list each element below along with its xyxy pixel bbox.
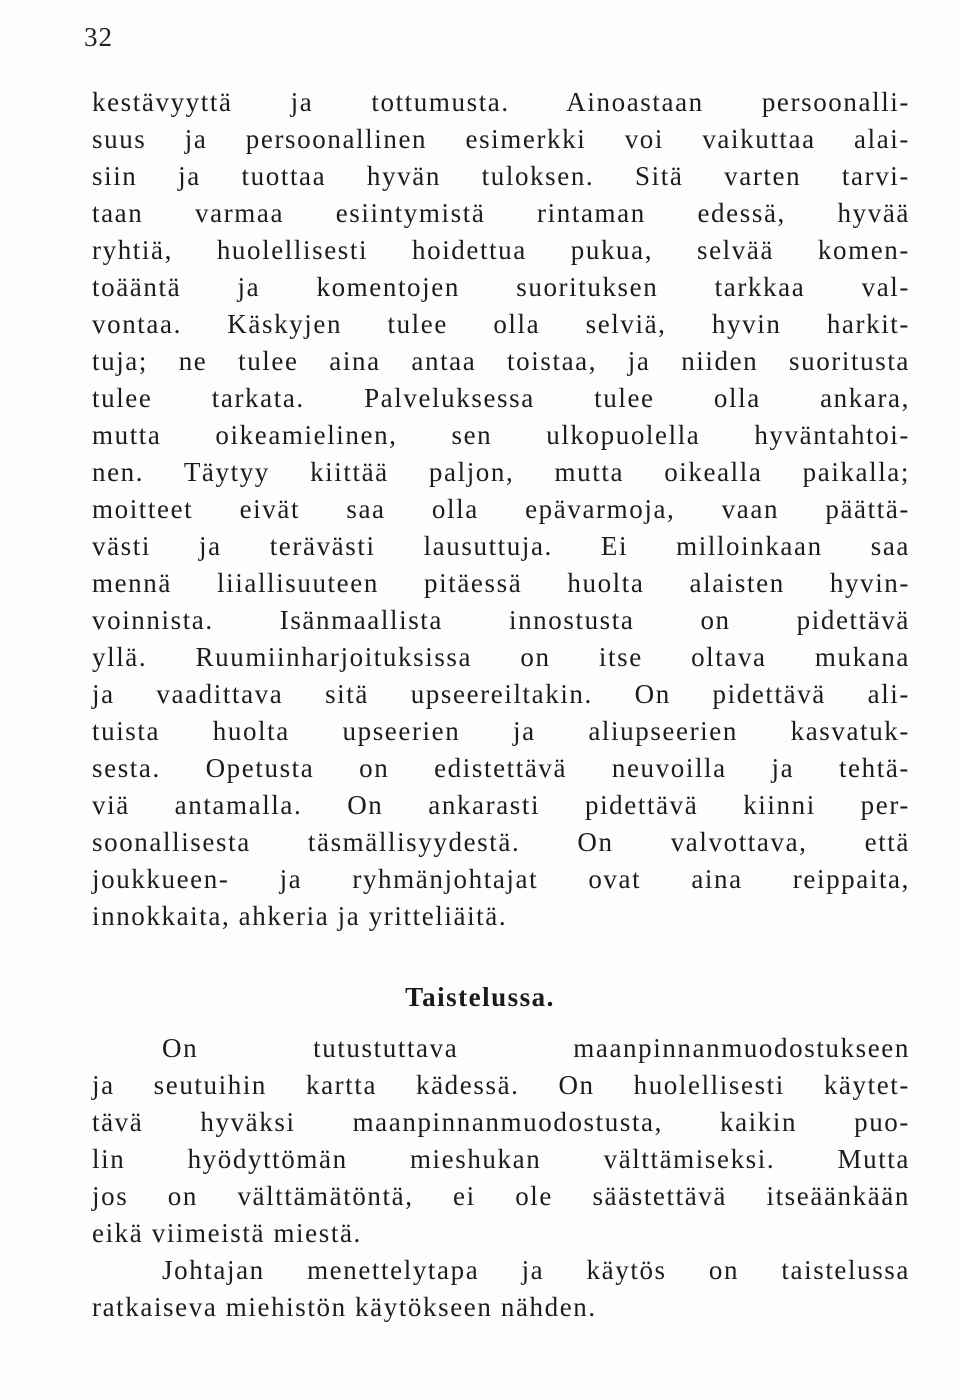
text-line: soonallisesta täsmällisyydestä. On valvottava, että	[92, 827, 910, 857]
page-number: 32	[84, 22, 113, 52]
text-line: eikä viimeistä miestä.	[92, 1218, 362, 1248]
text-line: tuja; ne tulee aina antaa toistaa, ja niiden suoritusta	[92, 346, 910, 376]
text-line: innokkaita, ahkeria ja yritteliäitä.	[92, 901, 508, 931]
text-line: vontaa. Käskyjen tulee olla selviä, hyvin harkit-	[92, 309, 910, 339]
text-line: tävä hyväksi maanpinnanmuodostusta, kaikin puo-	[92, 1107, 910, 1137]
text-line: On tutustuttava maanpinnanmuodostukseen	[162, 1033, 910, 1063]
paragraph-1	[92, 84, 910, 935]
text-line: joukkueen- ja ryhmänjohtajat ovat aina reippaita,	[92, 864, 910, 894]
text-line: moitteet eivät saa olla epävarmoja, vaan päättä-	[92, 494, 910, 524]
text-line: västi ja terävästi lausuttuja. Ei milloinkaan saa	[92, 531, 910, 561]
section-heading: Taistelussa.	[405, 982, 555, 1012]
text-line: ja vaadittava sitä upseereiltakin. On pidettävä ali-	[92, 679, 910, 709]
text-line: sesta. Opetusta on edistettävä neuvoilla ja tehtä-	[92, 753, 910, 783]
text-line: Johtajan menettelytapa ja käytös on taistelussa	[162, 1255, 910, 1285]
text-line: tuista huolta upseerien ja aliupseerien kasvatuk-	[92, 716, 910, 746]
text-line: mennä liiallisuuteen pitäessä huolta alaisten hyvin-	[92, 568, 910, 598]
text-line: nen. Täytyy kiittää paljon, mutta oikealla paikalla;	[92, 457, 910, 487]
text-line: taan varmaa esiintymistä rintaman edessä, hyvää	[92, 198, 910, 228]
text-line: lin hyödyttömän mieshukan välttämiseksi. Mutta	[92, 1144, 910, 1174]
text-line: mutta oikeamielinen, sen ulkopuolella hyväntahtoi-	[92, 420, 910, 450]
text-line: jos on välttämätöntä, ei ole säästettävä itseäänkään	[92, 1181, 910, 1211]
text-line: ja seutuihin kartta kädessä. On huolellisesti käytet-	[92, 1070, 910, 1100]
text-line: voinnista. Isänmaallista innostusta on pidettävä	[92, 605, 910, 635]
text-line: toääntä ja komentojen suorituksen tarkkaa val-	[92, 272, 910, 302]
text-line: ratkaiseva miehistön käytökseen nähden.	[92, 1292, 597, 1322]
text-line: ryhtiä, huolellisesti hoidettua pukua, selvää komen-	[92, 235, 910, 265]
text-line: yllä. Ruumiinharjoituksissa on itse oltava mukana	[92, 642, 910, 672]
text-line: kestävyyttä ja tottumusta. Ainoastaan persoonalli-	[92, 87, 910, 117]
text-line: tulee tarkata. Palveluksessa tulee olla ankara,	[92, 383, 910, 413]
text-line: siin ja tuottaa hyvän tuloksen. Sitä varten tarvi-	[92, 161, 910, 191]
text-line: suus ja persoonallinen esimerkki voi vaikuttaa alai-	[92, 124, 910, 154]
paragraph-2	[92, 1030, 910, 1326]
text-line: viä antamalla. On ankarasti pidettävä kiinni per-	[92, 790, 910, 820]
